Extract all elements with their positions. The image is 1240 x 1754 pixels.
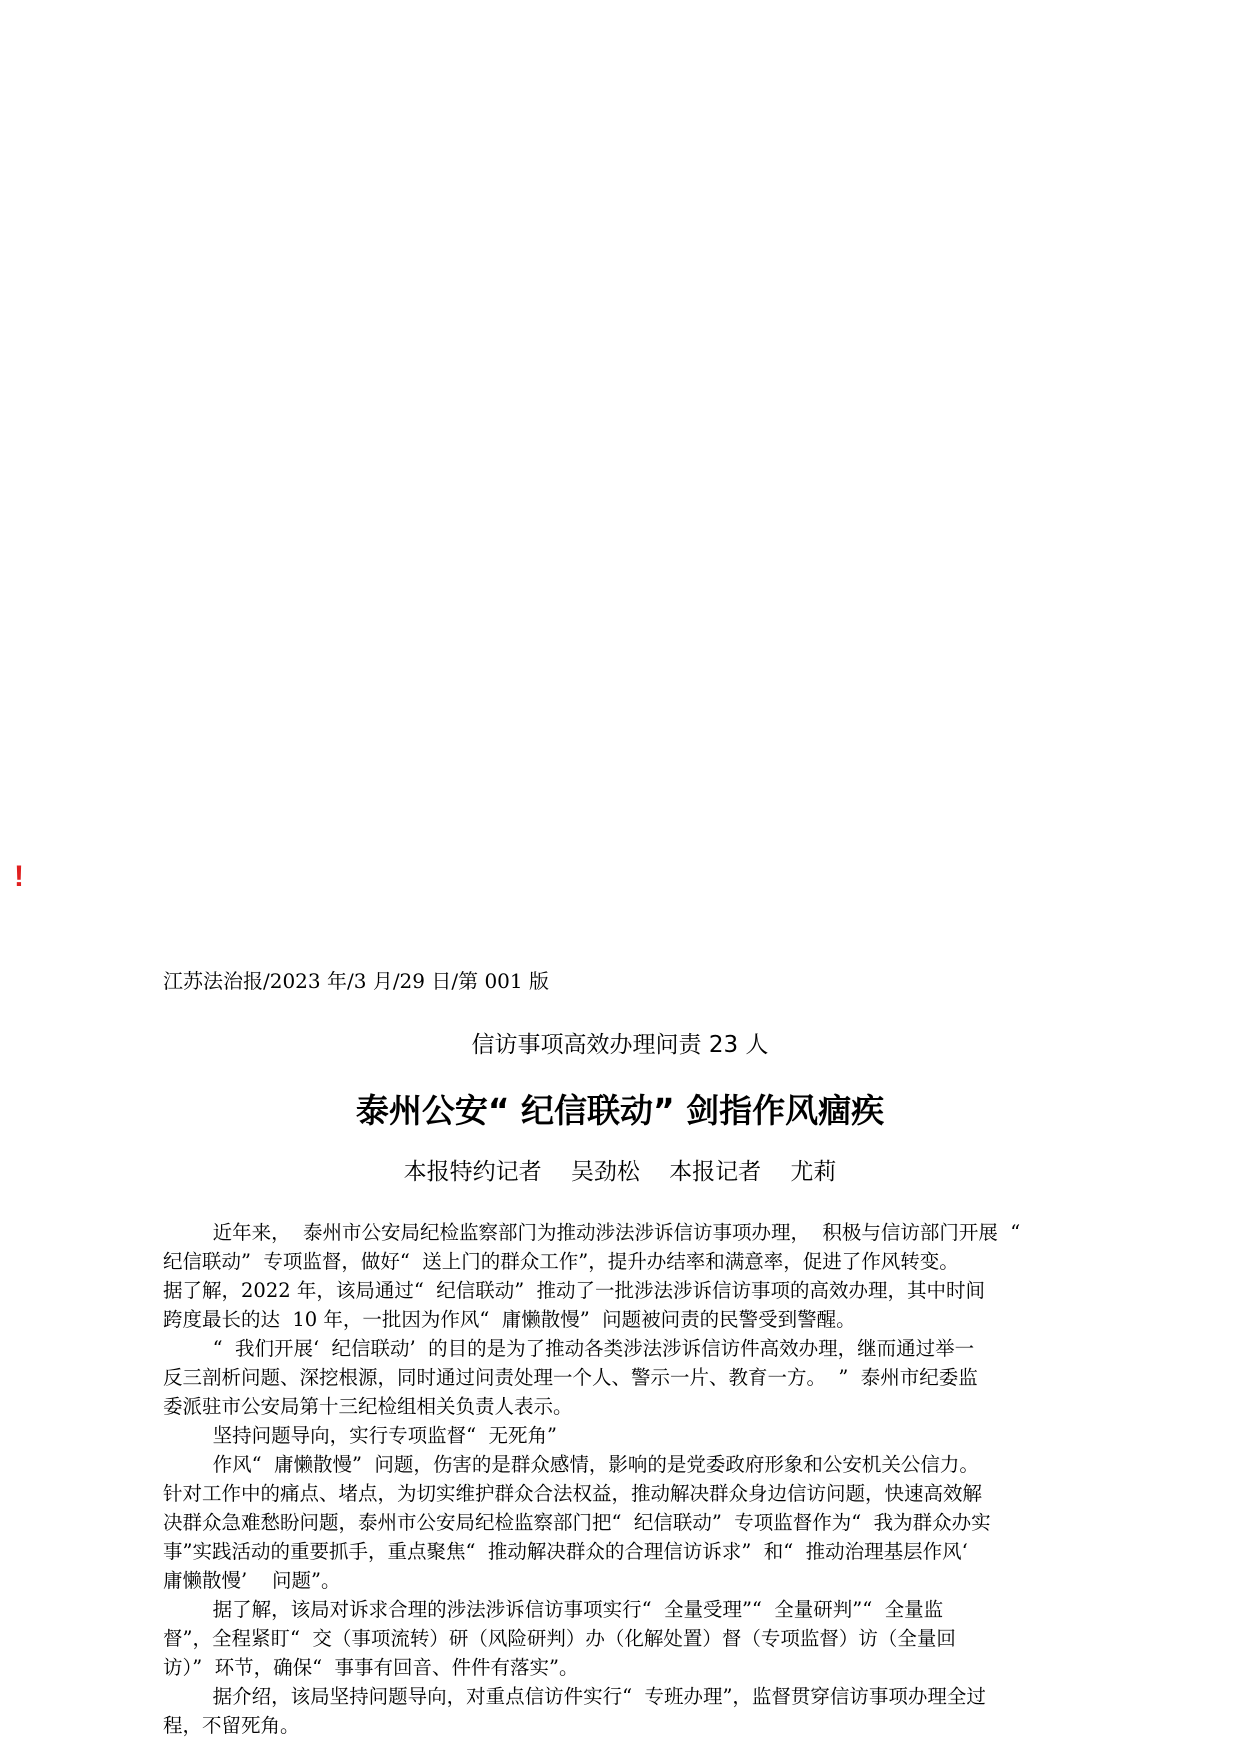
- body-line: 纪信联动” 专项监督，做好“ 送上门的群众工作”，提升办结率和满意率，促进了作风转变。: [163, 1250, 959, 1273]
- body-line: 据了解，该局对诉求合理的涉法涉诉信访事项实行“ 全量受理”“ 全量研判”“ 全量监: [163, 1598, 944, 1621]
- article-body: [163, 1218, 1083, 1740]
- body-line: 作风“ 庸懒散慢” 问题，伤害的是群众感情，影响的是党委政府形象和公安机关公信力。: [163, 1453, 979, 1476]
- body-line: 决群众急难愁盼问题，泰州市公安局纪检监察部门把“ 纪信联动” 专项监督作为“ 我为群众办实: [163, 1511, 991, 1534]
- byline: 本报特约记者 吴劲松 本报记者 尤莉: [403, 1159, 837, 1185]
- source-line: 江苏法治报/2023 年/3 月/29 日/第 001 版: [163, 969, 549, 993]
- body-line: 程，不留死角。: [163, 1714, 300, 1737]
- body-line: 访）” 环节，确保“ 事事有回音、件件有落实”。: [163, 1656, 579, 1679]
- body-line: 近年来， 泰州市公安局纪检监察部门为推动涉法涉诉信访事项办理， 积极与信访部门开展 “: [163, 1221, 1021, 1244]
- body-line: 据介绍，该局坚持问题导向，对重点信访件实行“ 专班办理”，监督贯穿信访事项办理全过: [163, 1685, 986, 1708]
- body-line: 跨度最长的达 10 年，一批因为作风“ 庸懒散慢” 问题被问责的民警受到警醒。: [163, 1308, 856, 1331]
- body-line: 针对工作中的痛点、堵点，为切实维护群众合法权益，推动解决群众身边信访问题，快速高效解: [163, 1482, 983, 1505]
- body-line: 据了解，2022 年，该局通过“ 纪信联动” 推动了一批涉法涉诉信访事项的高效办理，其中时间: [163, 1279, 986, 1302]
- article-subtitle: 信访事项高效办理问责 23 人: [471, 1032, 769, 1058]
- body-line: 庸懒散慢’ 问题”。: [163, 1569, 341, 1592]
- section-heading-line: 坚持问题导向，实行专项监督“ 无死角”: [163, 1424, 557, 1447]
- body-line: 反三剖析问题、深挖根源，同时通过问责处理一个人、警示一片、教育一方。 ” 泰州市纪委监: [163, 1366, 978, 1389]
- warning-mark: !: [14, 860, 24, 893]
- article-headline: 泰州公安“ 纪信联动” 剑指作风痼疾: [355, 1091, 885, 1130]
- body-line: 事”实践活动的重要抓手，重点聚焦“ 推动解决群众的合理信访诉求” 和“ 推动治理基层作风‘: [163, 1540, 968, 1563]
- body-line: 督”，全程紧盯“ 交（事项流转）研（风险研判）办（化解处置）督（专项监督）访（全量回: [163, 1627, 956, 1650]
- body-line: 委派驻市公安局第十三纪检组相关负责人表示。: [163, 1395, 573, 1418]
- body-line: “ 我们开展‘ 纪信联动’ 的目的是为了推动各类涉法涉诉信访件高效办理，继而通过举一: [163, 1337, 975, 1360]
